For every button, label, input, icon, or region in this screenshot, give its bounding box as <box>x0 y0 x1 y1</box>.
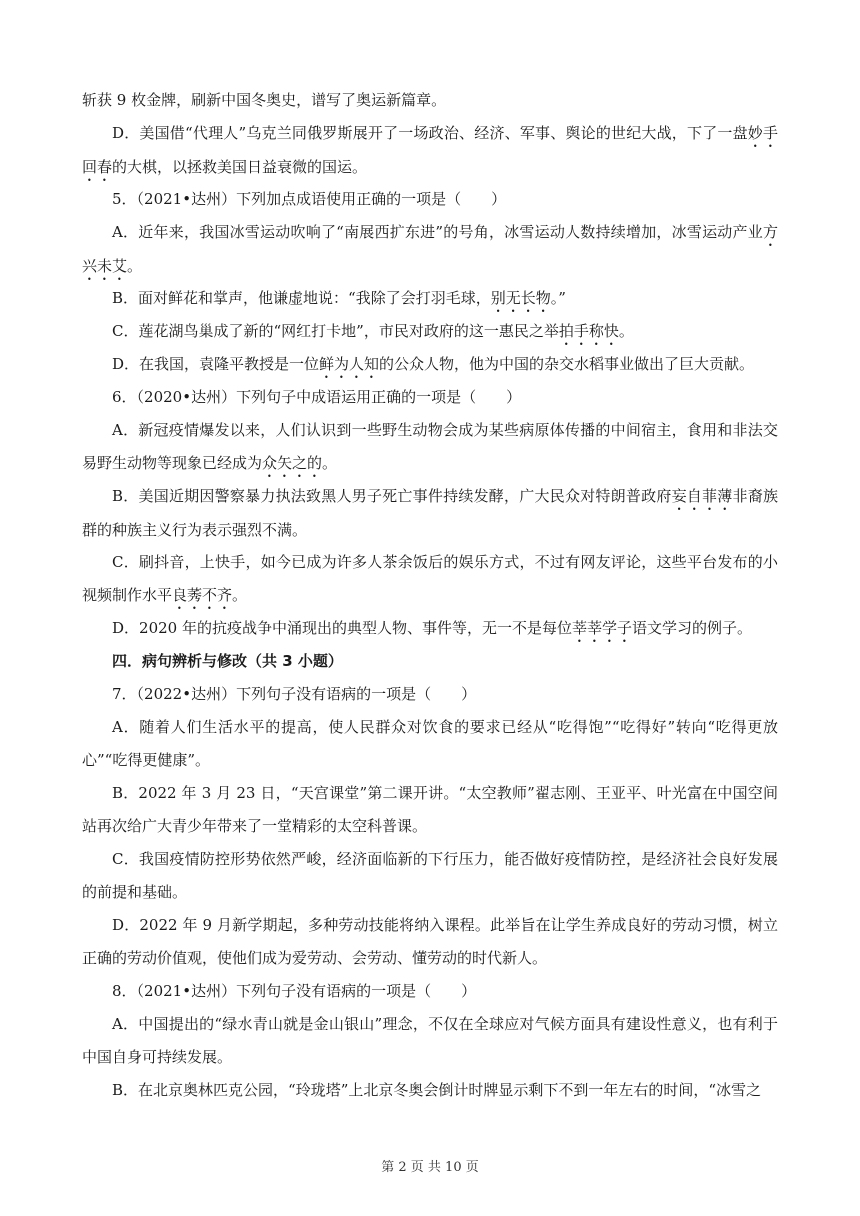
text-segment: B．在北京奥林匹克公园，“玲珑塔”上北京冬奥会倒计时牌显示剩下不到一年左右的时间，“冰雪之 <box>112 1081 762 1099</box>
emphasized-idiom: 良莠不齐 <box>172 586 233 604</box>
option-6d <box>82 612 778 646</box>
text-segment: 语文学习的例子。 <box>632 619 753 637</box>
option-7c <box>82 843 778 909</box>
emphasized-idiom: 莘莘学子 <box>571 619 632 637</box>
text-segment: 四．病句辨析与修改（共 3 小题） <box>112 652 343 670</box>
option-7b <box>82 777 778 843</box>
emphasized-idiom: 众矢之的 <box>262 454 323 472</box>
emphasized-idiom: 妙手回春 <box>82 124 778 176</box>
option-5b <box>82 282 778 316</box>
text-segment: 的公众人物，他为中国的杂交水稻事业做出了巨大贡献。 <box>379 355 755 373</box>
text-segment: D．在我国，袁隆平教授是一位 <box>112 355 320 373</box>
option-5d <box>82 348 778 382</box>
text-segment: 8．（2021•达州）下列句子没有语病的一项是（ ） <box>112 982 477 1000</box>
text-segment: 非裔族群的种族主义行为表示强烈不满。 <box>82 487 778 539</box>
option-7d <box>82 909 778 975</box>
emphasized-idiom: 方兴未艾 <box>82 223 778 275</box>
option-6a <box>82 414 778 481</box>
emphasized-idiom: 别无长物 <box>490 289 551 307</box>
text-segment: D．2022 年 9 月新学期起，多种劳动技能将纳入课程。此举旨在让学生养成良好的劳动习惯，树立正确的劳动价值观，使他们成为爱劳动、会劳动、懂劳动的时代新人。 <box>82 916 778 967</box>
question-7 <box>82 678 778 711</box>
option-8a <box>82 1008 778 1074</box>
text-segment: A．随着人们生活水平的提高，使人民群众对饮食的要求已经从“吃得饱”“吃得好”转向“吃得更放心”“吃得更健康”。 <box>82 718 778 769</box>
option-5a <box>82 216 778 284</box>
section-heading <box>82 645 778 678</box>
text-segment: D．美国借“代理人”乌克兰同俄罗斯展开了一场政治、经济、军事、舆论的世纪大战，下了一盘 <box>112 124 748 142</box>
paragraph-continuation <box>82 84 778 117</box>
text-segment: 7．（2022•达州）下列句子没有语病的一项是（ ） <box>112 685 477 703</box>
text-segment: D．2020 年的抗疫战争中涌现出的典型人物、事件等，无一不是每位 <box>112 619 572 637</box>
text-segment: A．中国提出的“绿水青山就是金山银山”理念，不仅在全球应对气候方面具有建设性意义，也有利于中国自身可持续发展。 <box>82 1015 778 1066</box>
question-6 <box>82 381 778 414</box>
text-segment: C．我国疫情防控形势依然严峻，经济面临新的下行压力，能否做好疫情防控，是经济社会良好发展的前提和基础。 <box>82 850 778 901</box>
text-segment: B．美国近期因警察暴力执法致黑人男子死亡事件持续发酵，广大民众对特朗普政府 <box>112 487 672 505</box>
option-5c <box>82 315 778 349</box>
text-segment: A．近年来，我国冰雪运动吹响了“南展西扩东进”的号角，冰雪运动人数持续增加，冰雪运动产业 <box>112 223 763 241</box>
text-segment: 。 <box>232 586 248 604</box>
question-8 <box>82 975 778 1008</box>
text-segment: 。 <box>127 257 143 275</box>
text-segment: 。 <box>322 454 338 472</box>
emphasized-idiom: 妄自菲薄 <box>671 487 733 505</box>
text-segment: 斩获 9 枚金牌，刷新中国冬奥史，谱写了奥运新篇章。 <box>82 91 447 109</box>
text-segment: B．面对鲜花和掌声，他谦虚地说：“我除了会打羽毛球， <box>112 289 491 307</box>
option-6b <box>82 480 778 547</box>
text-segment: A．新冠疫情爆发以来，人们认识到一些野生动物会成为某些病原体传播的中间宿主，食用和非法交易野生动物等现象已经成为 <box>82 421 778 472</box>
option-6c <box>82 546 778 613</box>
page-footer: 第 2 页 共 10 页 <box>381 1160 479 1175</box>
option-4d <box>82 117 778 185</box>
text-segment: C．莲花湖鸟巢成了新的“网红打卡地”，市民对政府的这一惠民之举 <box>112 322 559 340</box>
option-8b <box>82 1074 778 1107</box>
question-5 <box>82 183 778 216</box>
text-segment: C．刷抖音，上快手，如今已成为许多人茶余饭后的娱乐方式，不过有网友评论，这些平台发布的小视频制作水平 <box>82 553 778 604</box>
text-segment: B．2022 年 3 月 23 日，“天宫课堂”第二课开讲。“太空教师”翟志刚、王亚平、叶光富在中国空间站再次给广大青少年带来了一堂精彩的太空科普课。 <box>82 784 778 835</box>
text-segment: 5．（2021•达州）下列加点成语使用正确的一项是（ ） <box>112 190 507 208</box>
emphasized-idiom: 鲜为人知 <box>319 355 380 373</box>
text-segment: 。 <box>618 322 634 340</box>
text-segment: 6．（2020•达州）下列句子中成语运用正确的一项是（ ） <box>112 388 522 406</box>
emphasized-idiom: 拍手称快 <box>558 322 619 340</box>
text-segment: 。” <box>550 289 566 307</box>
option-7a <box>82 711 778 777</box>
text-segment: 的大棋，以拯救美国日益衰微的国运。 <box>112 158 368 176</box>
